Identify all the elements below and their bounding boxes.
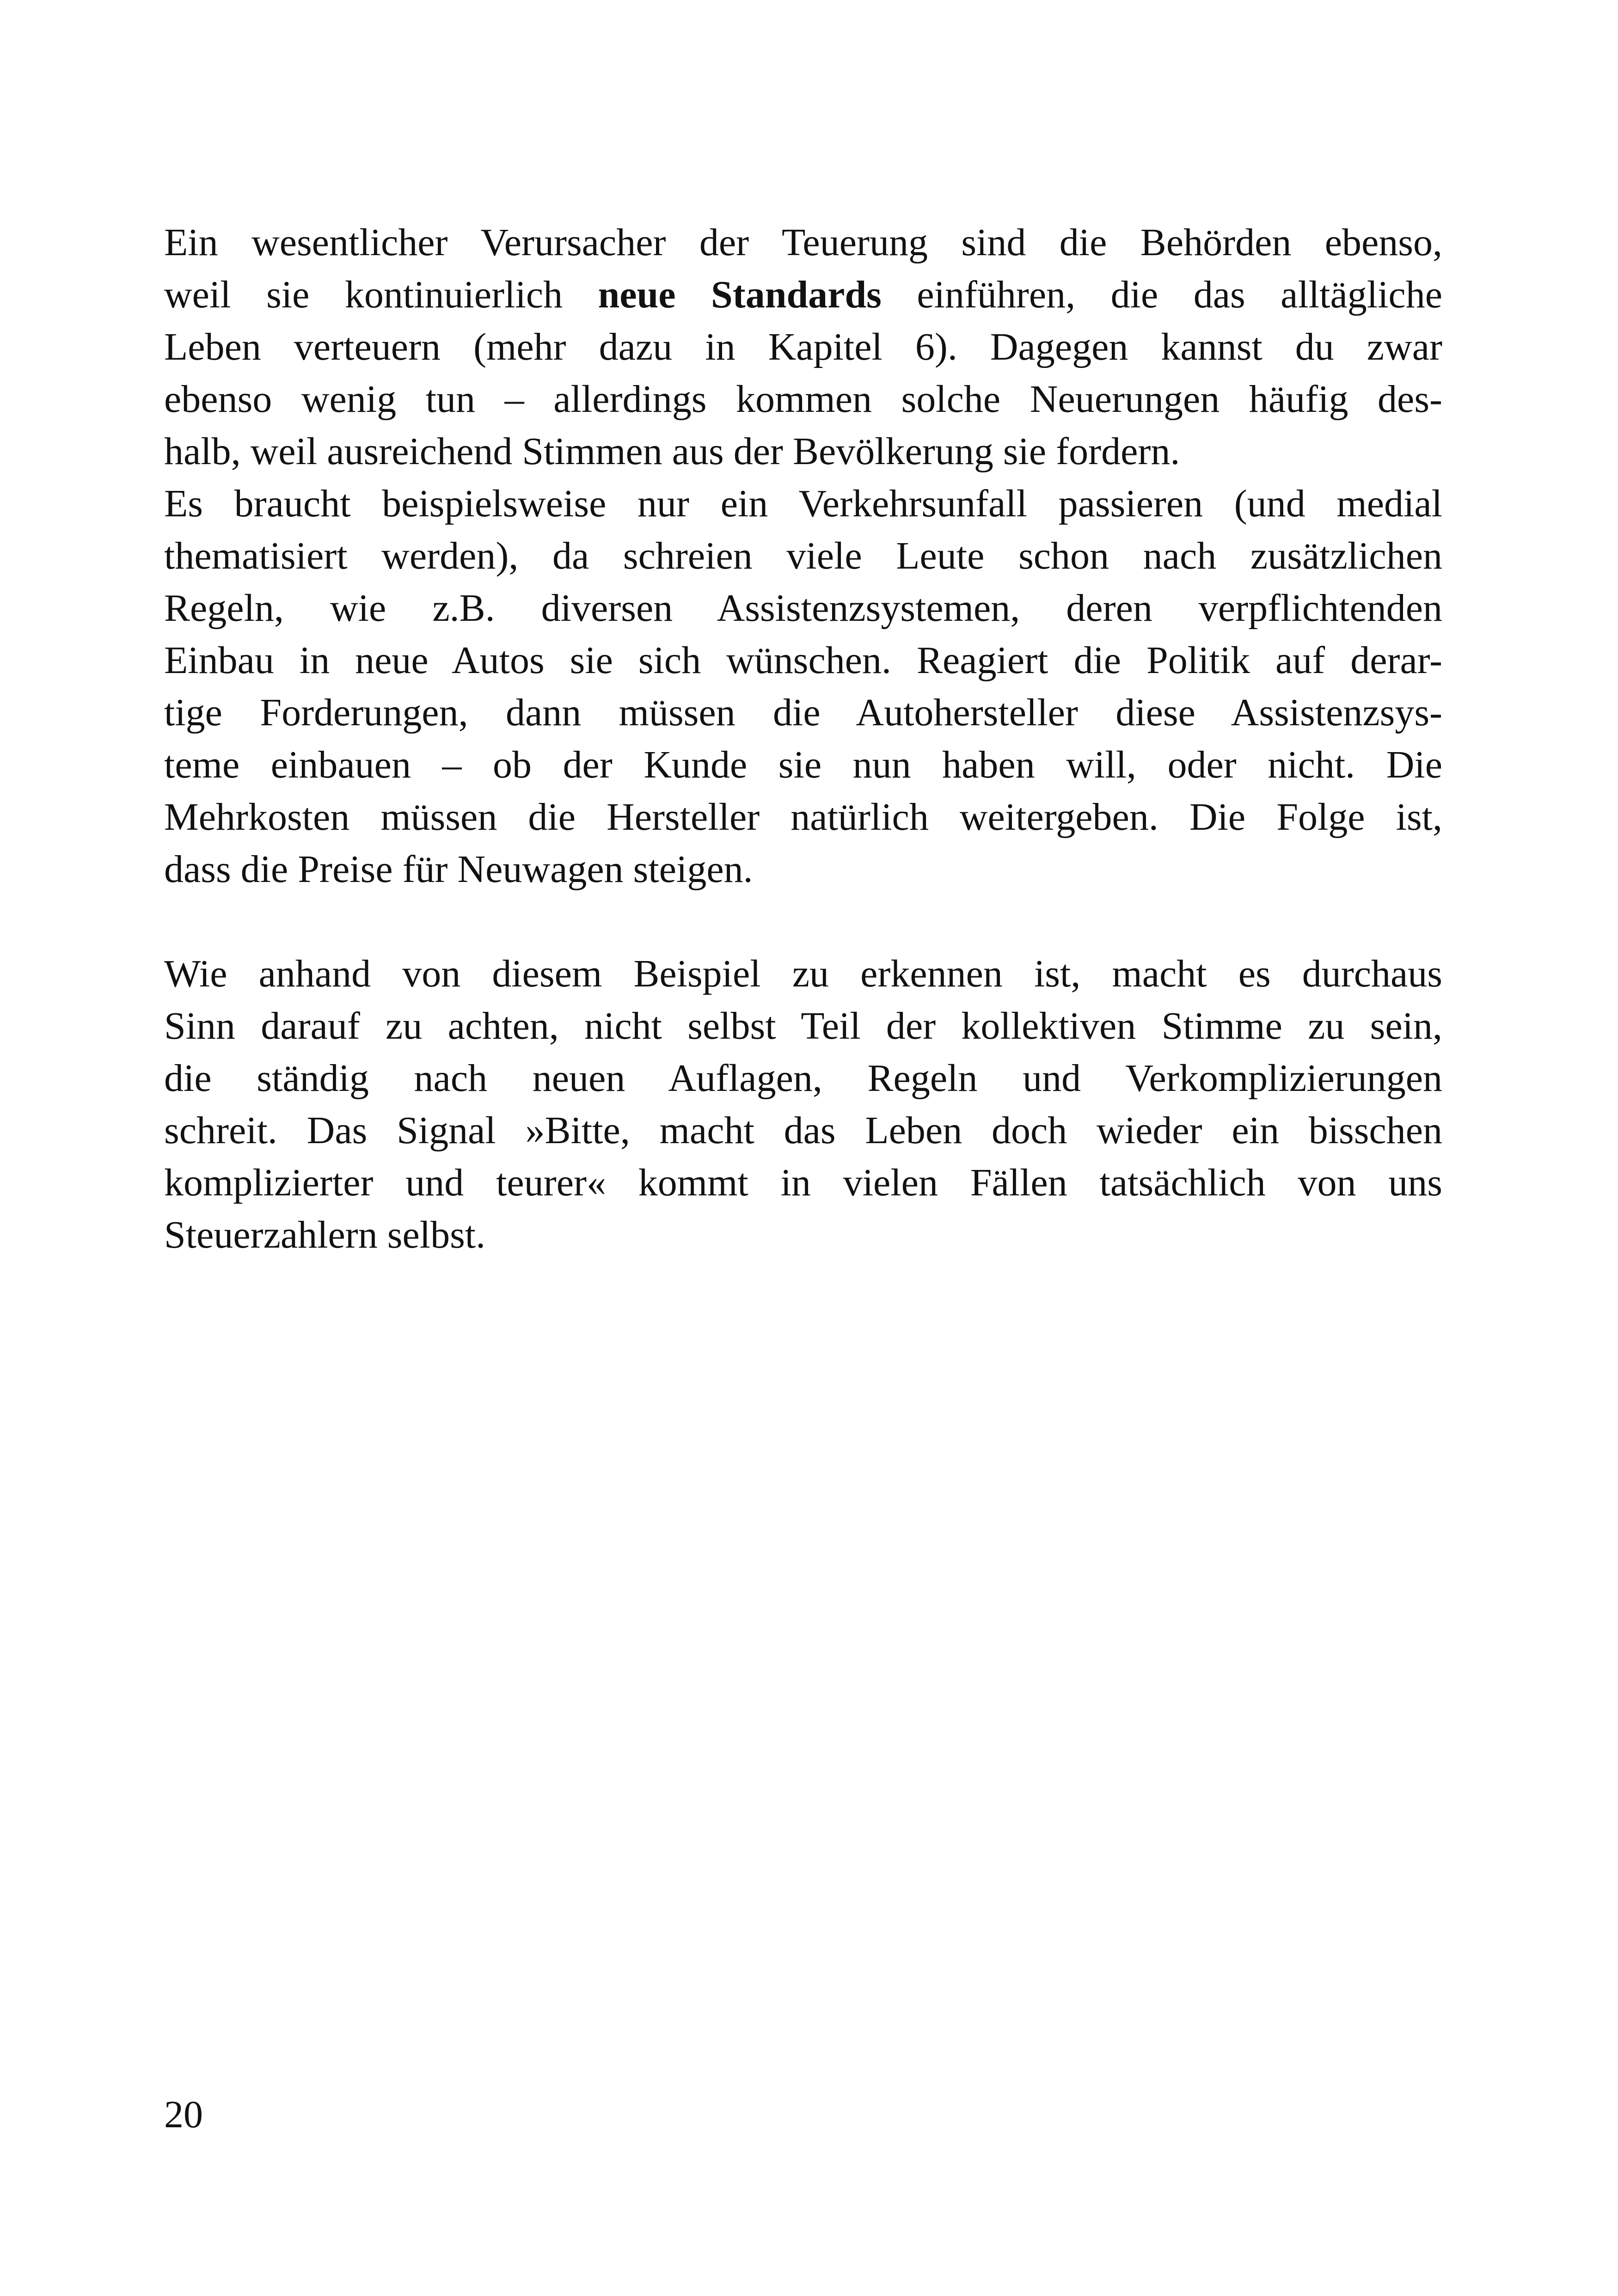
text-line: thematisiert werden), da schreien viele Leute schon nach zusätzlichen: [164, 534, 1442, 577]
text-line: ebenso wenig tun – allerdings kommen solche Neuerungen häufig des-: [164, 378, 1442, 421]
body-text: [164, 216, 1442, 1261]
paragraph-1: [164, 216, 1442, 478]
paragraph-2: [164, 478, 1442, 895]
text-span: einführen, die das alltägliche: [881, 273, 1442, 316]
text-line: Steuerzahlern selbst.: [164, 1213, 486, 1256]
text-line: Wie anhand von diesem Beispiel zu erkennen ist, macht es durchaus: [164, 952, 1442, 995]
text-line: komplizierter und teurer« kommt in vielen Fällen tatsächlich von uns: [164, 1161, 1442, 1204]
text-span: weil sie kontinuierlich: [164, 273, 598, 316]
text-line: teme einbauen – ob der Kunde sie nun haben will, oder nicht. Die: [164, 743, 1442, 786]
text-line: Leben verteuern (mehr dazu in Kapitel 6). Dagegen kannst du zwar: [164, 325, 1442, 368]
text-line: Ein wesentlicher Verursacher der Teuerung sind die Behörden ebenso,: [164, 221, 1442, 264]
text-line: [164, 269, 1442, 321]
bold-phrase: neue Standards: [598, 273, 882, 316]
text-line: schreit. Das Signal »Bitte, macht das Leben doch wieder ein bisschen: [164, 1109, 1442, 1152]
text-line: Einbau in neue Autos sie sich wünschen. Reagiert die Politik auf derar-: [164, 639, 1442, 682]
paragraph-gap: [164, 895, 1442, 948]
text-line: dass die Preise für Neuwagen steigen.: [164, 848, 753, 891]
text-line: tige Forderungen, dann müssen die Autohersteller diese Assistenzsys-: [164, 691, 1442, 734]
text-line: Regeln, wie z.B. diversen Assistenzsystemen, deren verpflichtenden: [164, 587, 1442, 630]
paragraph-3: [164, 948, 1442, 1261]
text-line: die ständig nach neuen Auflagen, Regeln und Verkomplizierungen: [164, 1057, 1442, 1100]
text-line: Sinn darauf zu achten, nicht selbst Teil der kollektiven Stimme zu sein,: [164, 1004, 1442, 1047]
page-number: 20: [164, 2093, 203, 2136]
text-line: Mehrkosten müssen die Hersteller natürlich weitergeben. Die Folge ist,: [164, 796, 1442, 839]
text-line: halb, weil ausreichend Stimmen aus der Bevölkerung sie fordern.: [164, 430, 1180, 473]
text-line: Es braucht beispielsweise nur ein Verkehrsunfall passieren (und medial: [164, 482, 1442, 525]
